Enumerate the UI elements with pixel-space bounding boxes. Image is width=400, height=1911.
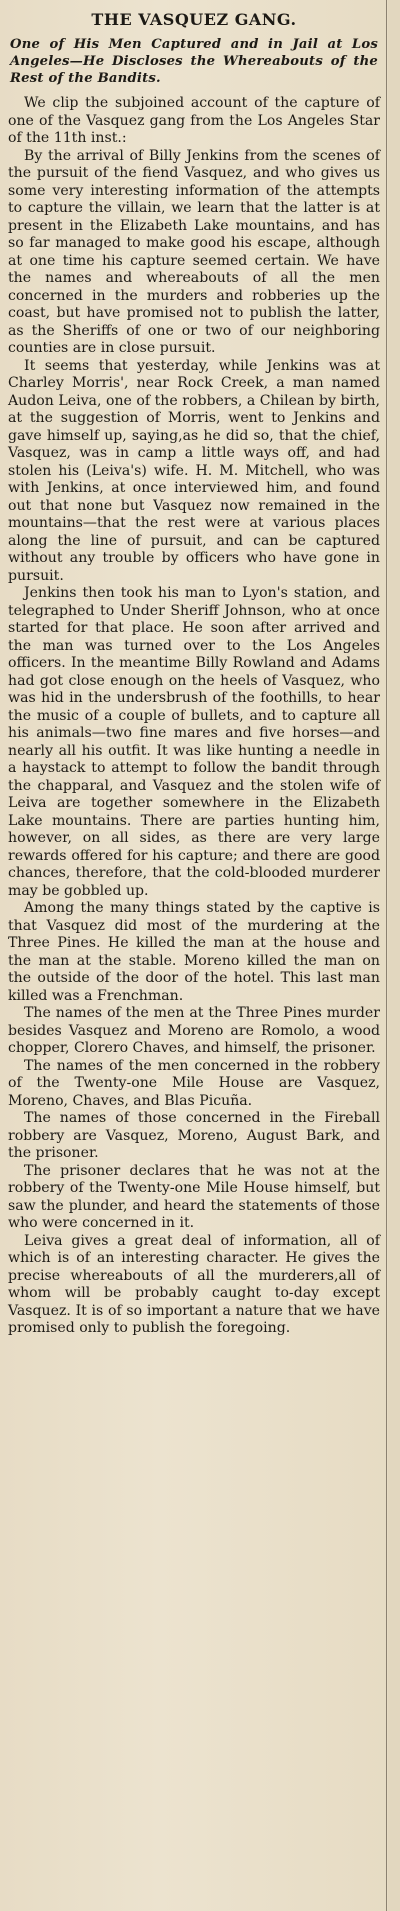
article-column bbox=[8, 10, 380, 1338]
article-paragraph: The names of those concerned in the Fireball robbery are Vasquez, Moreno, August Bark, and the prisoner. bbox=[8, 1110, 380, 1161]
article-headline: THE VASQUEZ GANG. bbox=[91, 10, 297, 29]
article-paragraph: The names of the men at the Three Pines murder besides Vasquez and Moreno are Romolo, a wood chopper, Clorero Chaves, and himself, the prisoner. bbox=[8, 1005, 380, 1056]
article-paragraph: The names of the men concerned in the robbery of the Twenty-one Mile House are Vasquez, Moreno, Chaves, and Blas Picuña. bbox=[8, 1057, 380, 1109]
article-paragraph: Leiva gives a great deal of information, all of which is of an interesting character. He gives the precise whereabouts of all the murderers,all of whom will be probably caught to-day except Vasquez. It is of so important a nature that we have promised only to publish the foregoing. bbox=[8, 1232, 380, 1336]
article-paragraph: By the arrival of Billy Jenkins from the scenes of the pursuit of the fiend Vasquez, and who gives us some very interesting information of the attempts to capture the villain, we learn that the latter is at present in the Elizabeth Lake mountains, and has so far managed to make good his escape, although at one time his capture seemed certain. We have the names and whereabouts of all the men concerned in the murders and robberies up the coast, but have promised not to publish the latter, as the Sheriffs of one or two of our neighboring counties are in close pursuit. bbox=[8, 147, 380, 356]
article-paragraph: Among the many things stated by the captive is that Vasquez did most of the murdering at the Three Pines. He killed the man at the house and the man at the stable. Moreno killed the man on the outside of the door of the hotel. This last man killed was a Frenchman. bbox=[8, 900, 380, 1004]
column-rule bbox=[386, 0, 387, 1911]
article-paragraph: We clip the subjoined account of the capture of one of the Vasquez gang from the Los Angeles Star of the 11th inst.: bbox=[8, 95, 380, 146]
adjacent-column-edge bbox=[388, 0, 400, 1911]
article-paragraph: It seems that yesterday, while Jenkins was at Charley Morris', near Rock Creek, a man named Audon Leiva, one of the robbers, a Chilean by birth, at the suggestion of Morris, went to Jenkins and gave himself up, saying,as he did so, that the chief, Vasquez, was in camp a little ways off, and had stolen his (Leiva's) wife. H. M. Mitchell, who was with Jenkins, at once interviewed him, and found out that none but Vasquez now remained in the mountains—that the rest were at various places along the line of pursuit, and can be captured without any trouble by officers who have gone in pursuit. bbox=[8, 357, 380, 584]
article-subhead: One of His Men Captured and in Jail at Los Angeles—He Discloses the Whereabouts of the Rest of the Bandits. bbox=[10, 37, 378, 86]
article-paragraph: The prisoner declares that he was not at the robbery of the Twenty-one Mile House himself, but saw the plunder, and heard the statements of those who were concerned in it. bbox=[8, 1162, 380, 1231]
article-paragraph: Jenkins then took his man to Lyon's station, and telegraphed to Under Sheriff Johnson, who at once started for that place. He soon after arrived and the man was turned over to the Los Angeles officers. In the meantime Billy Rowland and Adams had got close enough on the heels of Vasquez, who was hid in the undersbrush of the foothills, to hear the music of a couple of bullets, and to capture all his animals—two fine mares and five horses—and nearly all his outfit. It was like hunting a needle in a haystack to attempt to follow the bandit through the chapparal, and Vasquez and the stolen wife of Leiva are together somewhere in the Elizabeth Lake mountains. There are parties hunting him, however, on all sides, as there are very large rewards offered for his capture; and there are good chances, therefore, that the cold-blooded murderer may be gobbled up. bbox=[8, 585, 380, 899]
